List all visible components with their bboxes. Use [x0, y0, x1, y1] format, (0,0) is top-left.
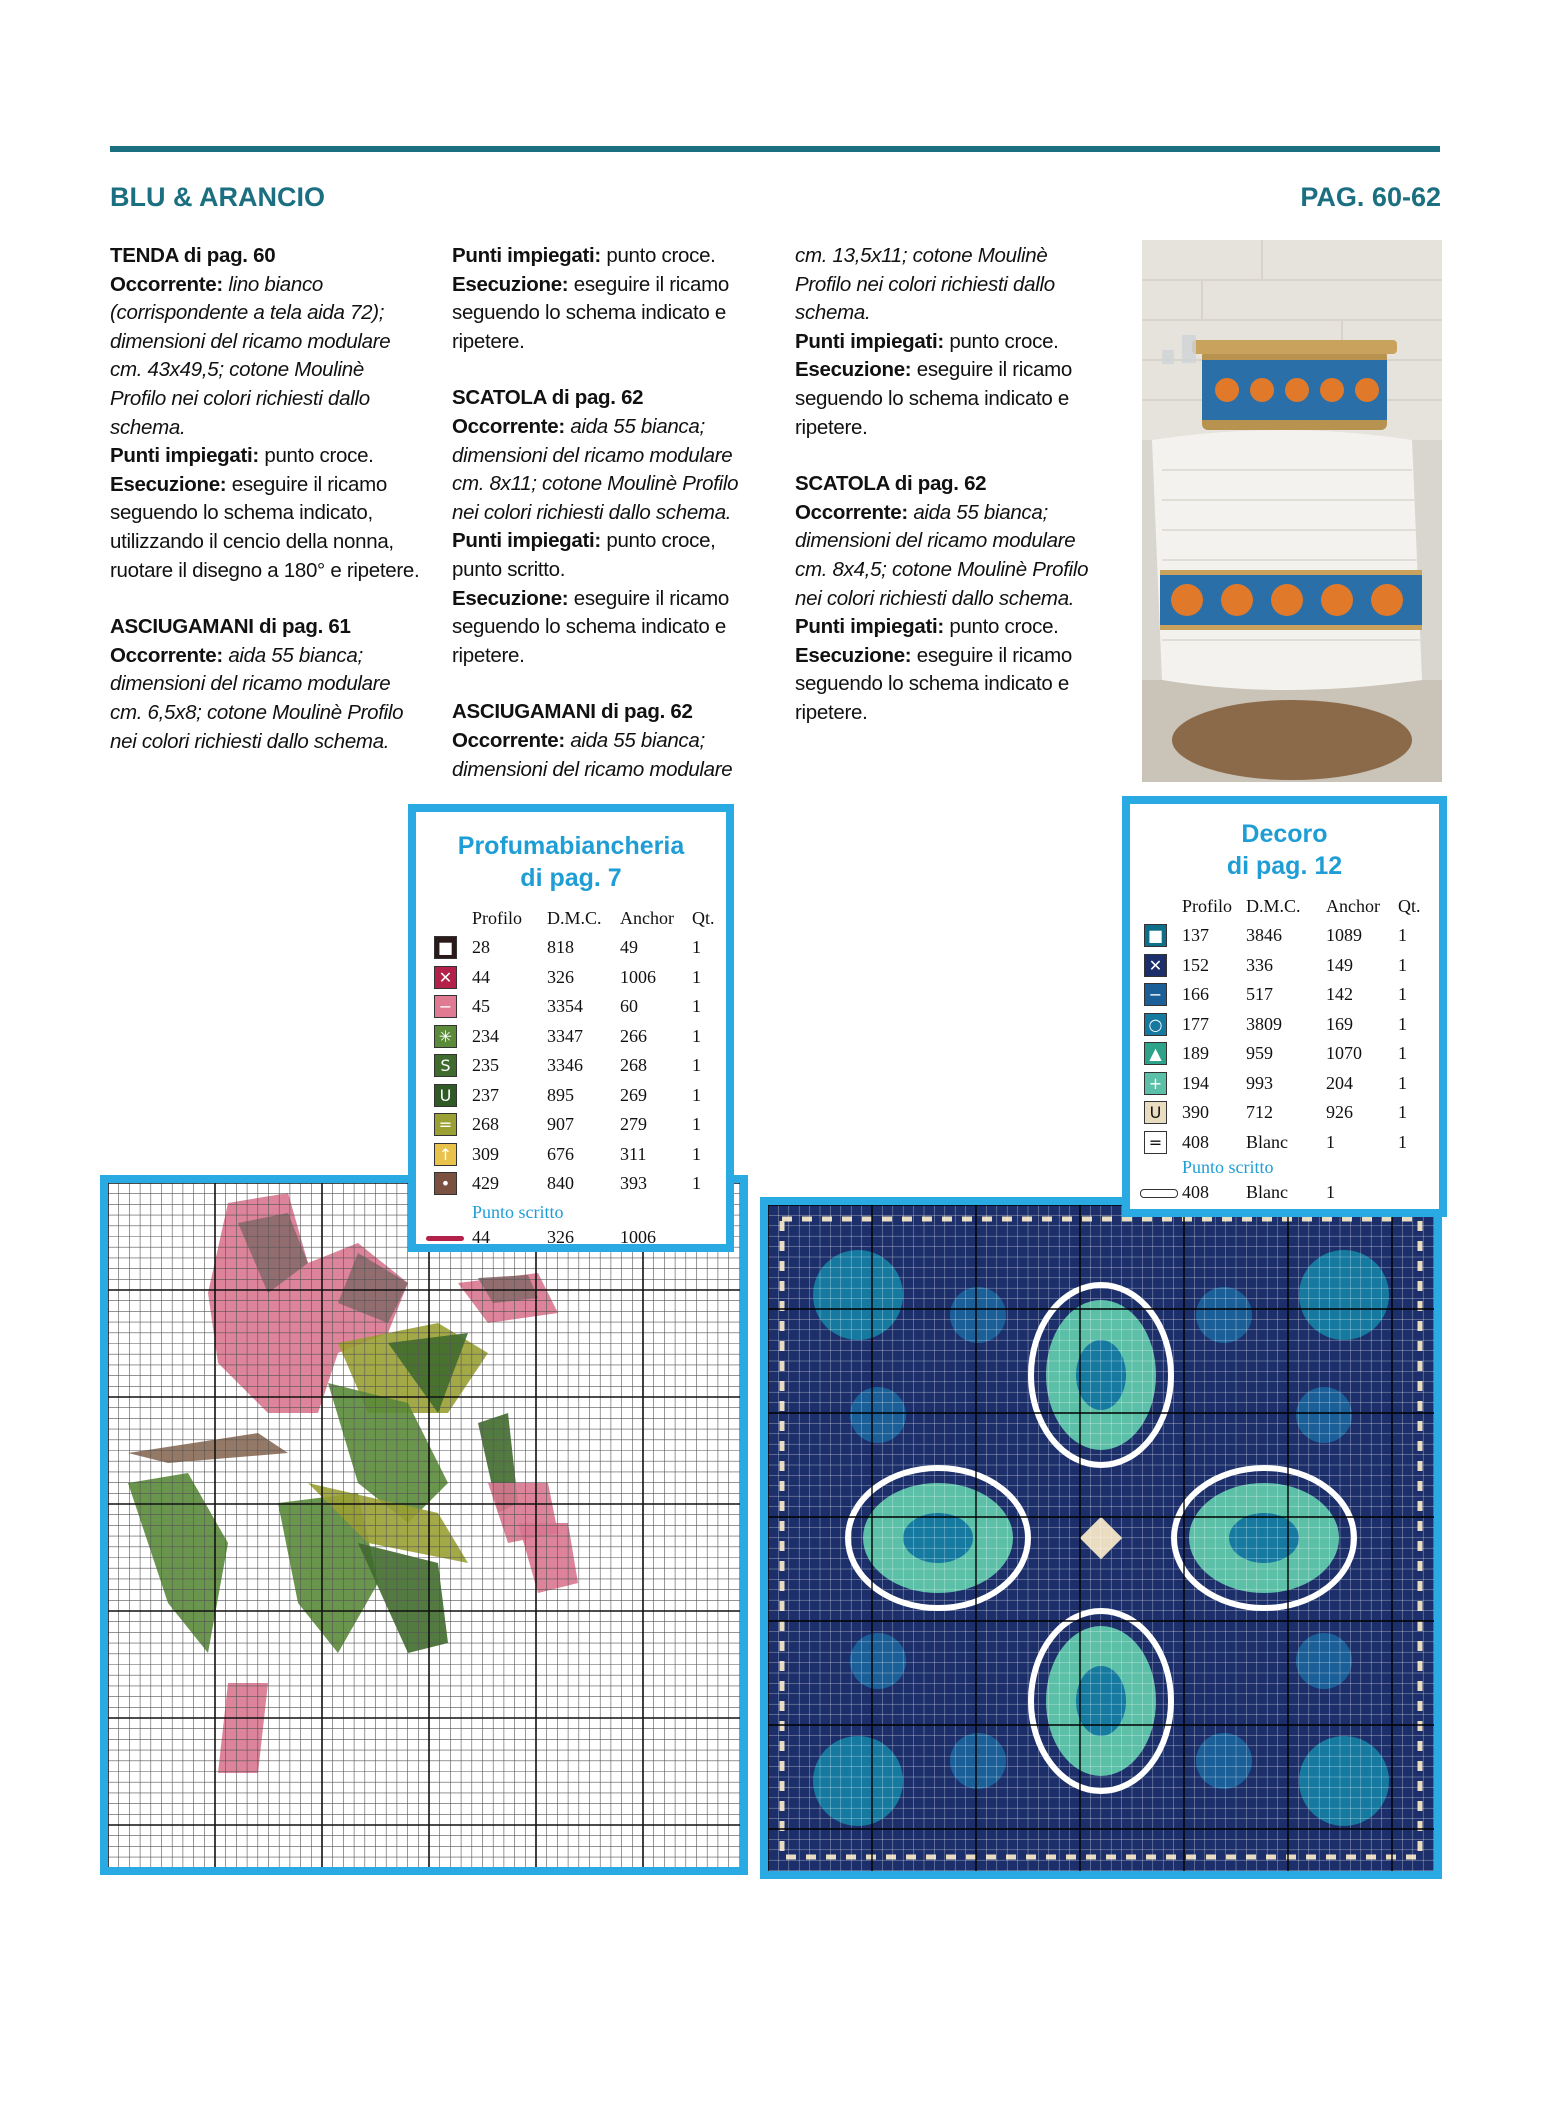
key-left-row: [416, 1081, 716, 1110]
key-cell-dmc: 3346: [547, 1055, 583, 1075]
key-cell-dmc: 3809: [1246, 1013, 1282, 1034]
key-cell-profilo: 152: [1182, 954, 1209, 975]
key-left-row: [416, 1169, 716, 1198]
symbol-swatch: +: [1144, 1072, 1167, 1095]
key-right-ps-label: Punto scritto: [1182, 1157, 1274, 1177]
symbol-swatch: ✕: [1144, 954, 1167, 977]
symbol-swatch: −: [1144, 983, 1167, 1006]
key-cell-qt: 1: [1398, 1043, 1407, 1063]
key-cell-dmc: 3354: [547, 996, 583, 1016]
key-right-row: [1130, 921, 1430, 950]
decoro-pattern-grid: [768, 1205, 1434, 1871]
symbol-swatch: ■: [1144, 924, 1167, 947]
key-cell-profilo: 268: [472, 1114, 499, 1134]
key-cell-profilo: 45: [472, 996, 490, 1016]
key-cell-qt: 1: [692, 1084, 701, 1105]
text-column-2: Punti impiegati: punto croce. Esecuzione: eseguire il ricamo seguendo lo schema indicato e ripetere. SCATOLA di pag. 62 Occorrente: aida 55 bianca; dimensioni del ricamo modulare cm. 8x11; cotone Moulinè Profilo nei colori richiesti dallo schema. Punti impiegati: punto croce, punto scritto. Esecuzione: eseguire il ricamo seguendo lo schema indicato e ripetere. ASCIUGAMANI di pag. 62 Occorrente: aida 55 bianca; dimensioni del ricamo modulare: [452, 244, 739, 781]
header-rule: [110, 146, 1440, 152]
key-cell-profilo: 137: [1182, 925, 1209, 945]
key-cell-dmc: Blanc: [1246, 1131, 1288, 1152]
key-right-row: [1130, 1010, 1430, 1039]
symbol-swatch: ○: [1144, 1013, 1167, 1036]
key-cell-qt: 1: [692, 966, 701, 987]
key-decoro: [1122, 796, 1447, 1217]
key-right-row: [1130, 1128, 1430, 1157]
key-cell-qt: 1: [692, 1025, 701, 1046]
key-right-header: Profilo D.M.C. Anchor Qt.: [1182, 896, 1421, 916]
key-cell-anchor: 1070: [1326, 1043, 1362, 1063]
key-right-row: [1130, 1098, 1430, 1127]
key-cell-anchor: 266: [620, 1025, 647, 1046]
key-right-title-1: Decoro: [1241, 820, 1328, 848]
key-cell-profilo: 194: [1182, 1072, 1209, 1093]
key-cell-anchor: 393: [620, 1173, 647, 1193]
symbol-swatch: ✳: [434, 1025, 457, 1048]
key-right-title-2: di pag. 12: [1226, 852, 1343, 880]
key-cell-anchor: 269: [620, 1084, 647, 1105]
symbol-swatch: S: [434, 1054, 457, 1077]
key-right-row: [1130, 980, 1430, 1009]
key-cell-profilo: 177: [1182, 1013, 1209, 1034]
key-cell-anchor: 926: [1326, 1102, 1353, 1122]
key-profumabiancheria: [408, 804, 734, 1252]
key-cell-qt: 1: [692, 937, 701, 957]
key-left-title-1: Profumabiancheria: [457, 832, 685, 860]
key-cell-profilo: 235: [472, 1055, 499, 1075]
key-left-title-2: di pag. 7: [520, 864, 622, 892]
key-right-ps-row: 408 Blanc 1: [1130, 1178, 1439, 1207]
key-cell-dmc: 907: [547, 1114, 574, 1134]
key-left-row: [416, 933, 716, 962]
key-cell-profilo: 189: [1182, 1043, 1209, 1063]
decoro-chart: [760, 1197, 1442, 1879]
key-cell-profilo: 234: [472, 1025, 499, 1046]
tenda-title: TENDA di pag. 60: [110, 244, 276, 267]
page-range: PAG. 60-62: [1300, 182, 1441, 212]
key-cell-profilo: 166: [1182, 984, 1209, 1004]
key-left-row: [416, 1110, 716, 1139]
scatola-2-title: SCATOLA di pag. 62: [795, 472, 987, 496]
asciugamani-62-title: ASCIUGAMANI di pag. 62: [452, 700, 693, 724]
key-left-row: [416, 1140, 716, 1169]
key-cell-anchor: 204: [1326, 1072, 1353, 1093]
key-left-row: [416, 1022, 716, 1051]
text-column-3: cm. 13,5x11; cotone Moulinè Profilo nei colori richiesti dallo schema. Punti impiegati: punto croce. Esecuzione: eseguire il ricamo seguendo lo schema indicato e ripetere. SCATOLA di pag. 62 Occorrente: aida 55 bianca; dimensioni del ricamo modulare cm. 8x4,5; cotone Moulinè Profilo nei colori richiesti dallo schema. Punti impiegati: punto croce. Esecuzione: eseguire il ricamo seguendo lo schema indicato e ripetere.: [795, 244, 1089, 724]
key-left-ps-label: Punto scritto: [472, 1202, 564, 1222]
key-cell-qt: 1: [692, 1173, 701, 1193]
symbol-swatch: U: [1144, 1101, 1167, 1124]
key-cell-qt: 1: [1398, 1013, 1407, 1034]
key-right-row: [1130, 1039, 1430, 1068]
key-cell-qt: 1: [1398, 1131, 1407, 1152]
key-cell-dmc: 336: [1246, 954, 1273, 975]
key-cell-profilo: 309: [472, 1143, 499, 1164]
key-right-row: [1130, 1069, 1430, 1098]
symbol-swatch: U: [434, 1084, 457, 1107]
symbol-swatch: ▲: [1144, 1042, 1167, 1065]
key-cell-anchor: 1006: [620, 966, 656, 987]
key-right-row: [1130, 951, 1430, 980]
scatola-1-title: SCATOLA di pag. 62: [452, 386, 644, 410]
symbol-swatch: =: [1144, 1131, 1167, 1154]
ps-line-swatch: [426, 1236, 464, 1241]
key-cell-dmc: 895: [547, 1084, 574, 1105]
key-cell-anchor: 1: [1326, 1131, 1335, 1152]
key-cell-anchor: 60: [620, 996, 638, 1016]
symbol-swatch: ↑: [434, 1143, 457, 1166]
key-cell-dmc: 326: [547, 966, 574, 987]
key-cell-dmc: 676: [547, 1143, 574, 1164]
key-cell-anchor: 142: [1326, 984, 1353, 1004]
ps-line-swatch: [1140, 1189, 1178, 1198]
key-cell-qt: 1: [692, 1114, 701, 1134]
key-cell-dmc: 3347: [547, 1025, 583, 1046]
key-cell-profilo: 408: [1182, 1131, 1209, 1152]
key-cell-profilo: 237: [472, 1084, 499, 1105]
key-cell-anchor: 149: [1326, 954, 1353, 975]
key-cell-qt: 1: [692, 1055, 701, 1075]
key-cell-dmc: 3846: [1246, 925, 1282, 945]
key-cell-dmc: 712: [1246, 1102, 1273, 1122]
key-cell-dmc: 517: [1246, 984, 1273, 1004]
key-left-row: [416, 963, 716, 992]
symbol-swatch: •: [434, 1172, 457, 1195]
key-cell-qt: 1: [692, 996, 701, 1016]
key-cell-anchor: 1089: [1326, 925, 1362, 945]
flower-chart: [100, 1175, 748, 1875]
key-cell-profilo: 390: [1182, 1102, 1209, 1122]
key-left-row: [416, 992, 716, 1021]
key-cell-qt: 1: [1398, 954, 1407, 975]
towel-photo: [1142, 240, 1442, 782]
key-cell-dmc: 993: [1246, 1072, 1273, 1093]
key-cell-anchor: 169: [1326, 1013, 1353, 1034]
key-cell-profilo: 44: [472, 966, 490, 987]
key-cell-profilo: 28: [472, 937, 490, 957]
symbol-swatch: ✕: [434, 966, 457, 989]
key-cell-anchor: 268: [620, 1055, 647, 1075]
key-left-header: Profilo D.M.C. Anchor Qt.: [472, 908, 715, 928]
key-left-ps-row: 44 326 1006: [416, 1223, 726, 1252]
section-title: BLU & ARANCIO: [110, 182, 325, 212]
symbol-swatch: =: [434, 1113, 457, 1136]
symbol-swatch: ■: [434, 936, 457, 959]
key-cell-anchor: 311: [620, 1143, 647, 1164]
towel-photo-illustration: [1142, 240, 1442, 782]
key-cell-qt: 1: [1398, 1102, 1407, 1122]
key-cell-dmc: 959: [1246, 1043, 1273, 1063]
asciugamani-61-title: ASCIUGAMANI di pag. 61: [110, 615, 351, 639]
key-cell-anchor: 49: [620, 937, 638, 957]
key-cell-qt: 1: [692, 1143, 701, 1164]
text-column-1: TENDA di pag. 60 Occorrente: lino bianco (corrispondente a tela aida 72); dimensioni del ricamo modulare cm. 43x49,5; cotone Moulinè Profilo nei colori richiesti dallo schema. Punti impiegati: punto croce. Esecuzione: eseguire il ricamo seguendo lo schema indicato, utilizzando il cencio della nonna, ruotare il disegno a 180° e ripetere. ASCIUGAMANI di pag. 61 Occorrente: aida 55 bianca; dimensioni del ricamo modulare cm. 6,5x8; cotone Moulinè Profilo nei colori richiesti dallo schema.: [110, 244, 420, 753]
key-cell-dmc: 840: [547, 1173, 574, 1193]
key-cell-qt: 1: [1398, 1072, 1407, 1093]
flower-pattern-grid: [108, 1183, 740, 1867]
key-cell-qt: 1: [1398, 984, 1407, 1004]
key-cell-profilo: 429: [472, 1173, 499, 1193]
symbol-swatch: −: [434, 995, 457, 1018]
key-cell-dmc: 818: [547, 937, 574, 957]
key-cell-anchor: 279: [620, 1114, 647, 1134]
key-cell-qt: 1: [1398, 925, 1407, 945]
key-left-row: [416, 1051, 716, 1080]
